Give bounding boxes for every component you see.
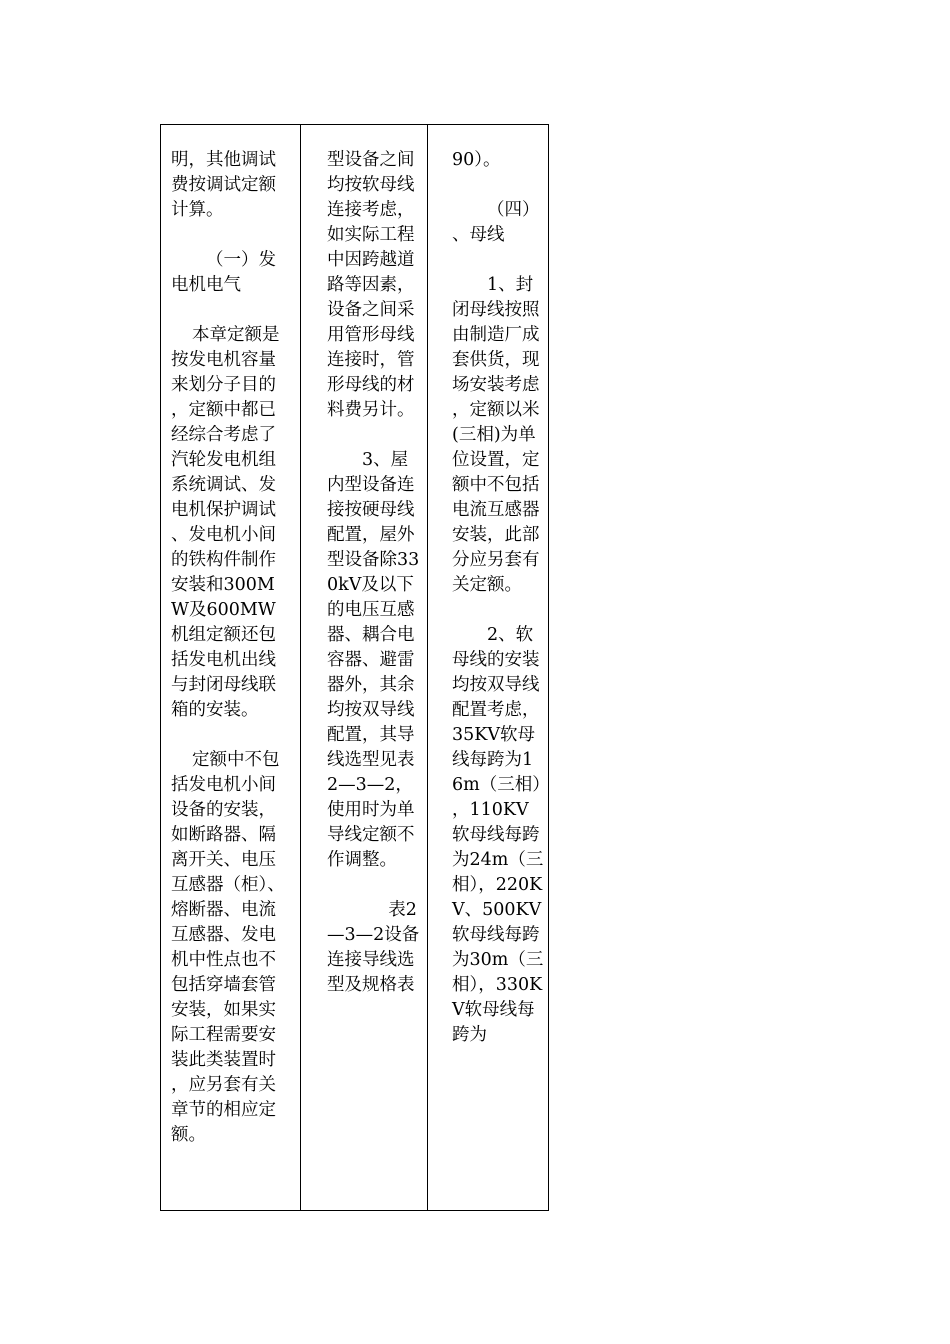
table-column-2 — [301, 125, 428, 1210]
table-column-1 — [161, 125, 301, 1210]
section-heading: （一）发电机电气 — [171, 250, 276, 295]
table-caption: 表2—3—2设备连接导线选型及规格表 — [327, 900, 420, 995]
paragraph: 定额中不包括发电机小间设备的安装，如断路器、隔离开关、电压互感器（柜）、熔断器、电流互感器、发电机中性点也不包括穿墙套管安装，如果实际工程需要安装此类装置时，应另套有关章节的相应定额。 — [171, 750, 285, 1145]
paragraph: 本章定额是按发电机容量来划分子目的，定额中都已经综合考虑了汽轮发电机组系统调试、发电机保护调试、发电机小间的铁构件制作安装和300MW及600MW机组定额还包括发电机出线与封闭母线联箱的安装。 — [171, 325, 280, 720]
paragraph: 明，其他调试费按调试定额计算。 — [171, 150, 276, 220]
paragraph: 3、屋内型设备连接按硬母线配置，屋外型设备除330kV及以下的电压互感器、耦合电容器、避雷器外，其余均按双导线配置，其导线选型见表2—3—2，使用时为单导线定额不作调整。 — [327, 450, 420, 870]
table-column-3 — [428, 125, 548, 1210]
paragraph: 90）。 — [452, 150, 501, 170]
paragraph: 2、软母线的安装均按双导线配置考虑，35KV软母线每跨为16m（三相），110KV软母线每跨为24m（三相），220KV、500KV软母线每跨为30m（三相），330KV软母线每跨为 — [452, 625, 544, 1045]
paragraph: 型设备之间均按软母线连接考虑，如实际工程中因跨越道路等因素，设备之间采用管形母线连接时，管形母线的材料费另计。 — [327, 150, 415, 420]
section-heading: （四）、母线 — [452, 200, 531, 245]
paragraph: 1、封闭母线按照由制造厂成套供货，现场安装考虑，定额以米(三相)为单位设置，定额中不包括电流互感器安装，此部分应另套有关定额。 — [452, 275, 540, 595]
document-table — [160, 124, 549, 1211]
